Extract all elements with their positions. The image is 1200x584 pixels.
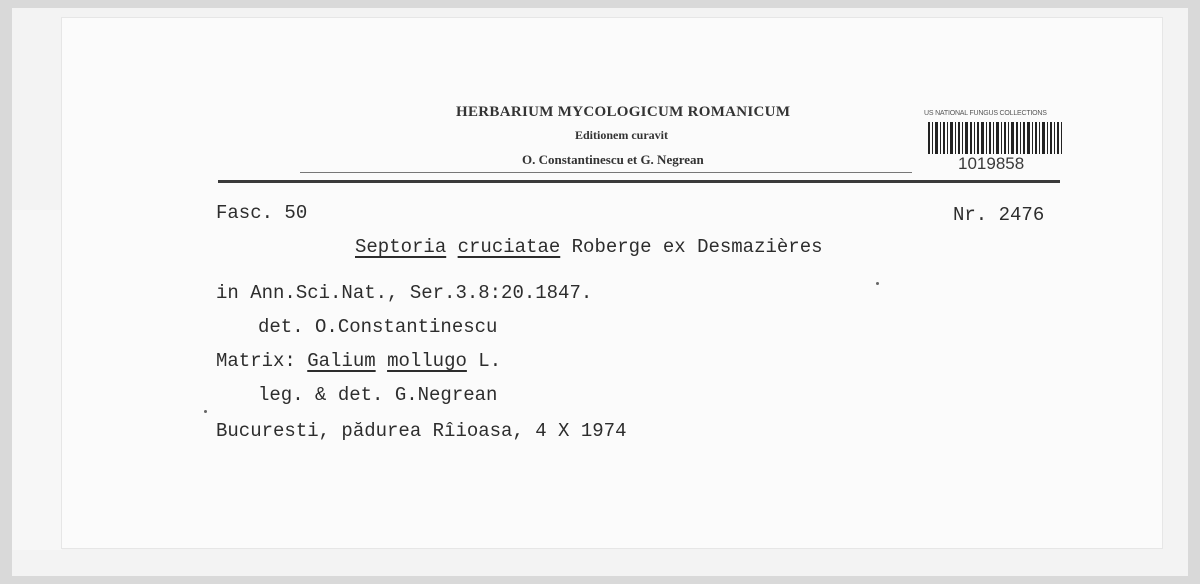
exsiccata-number: Nr. 2476 bbox=[953, 204, 1045, 226]
matrix-label: Matrix: bbox=[216, 350, 296, 372]
host-matrix bbox=[216, 350, 501, 372]
taxon-epithet: cruciatae bbox=[457, 236, 561, 258]
paper-speck bbox=[876, 282, 879, 285]
header-divider-thin bbox=[300, 172, 912, 173]
fascicle-number: Fasc. 50 bbox=[216, 202, 308, 224]
taxon-genus: Septoria bbox=[355, 236, 447, 258]
collection-editors: O. Constantinescu et G. Negrean bbox=[522, 152, 704, 167]
collection-subtitle: Editionem curavit bbox=[575, 128, 668, 142]
host-epithet: mollugo bbox=[387, 350, 467, 372]
determiner: det. O.Constantinescu bbox=[258, 316, 498, 338]
barcode-tag bbox=[924, 110, 1066, 178]
locality-date: Bucuresti, pădurea Rîioasa, 4 X 1974 bbox=[216, 420, 627, 442]
paper-speck bbox=[204, 410, 207, 413]
host-genus: Galium bbox=[307, 350, 376, 372]
publication-reference: in Ann.Sci.Nat., Ser.3.8:20.1847. bbox=[216, 282, 593, 304]
barcode-icon bbox=[928, 122, 1062, 154]
collector: leg. & det. G.Negrean bbox=[258, 384, 498, 406]
barcode-caption: US NATIONAL FUNGUS COLLECTIONS bbox=[924, 110, 1047, 117]
collection-title: HERBARIUM MYCOLOGICUM ROMANICUM bbox=[456, 104, 791, 120]
sheet-margin bbox=[12, 210, 62, 550]
header-divider-thick bbox=[218, 180, 1060, 183]
catalog-number: 1019858 bbox=[958, 154, 1025, 173]
taxon-name bbox=[355, 236, 823, 258]
taxon-authority: Roberge ex Desmazières bbox=[571, 236, 823, 258]
host-author: L. bbox=[478, 350, 502, 372]
